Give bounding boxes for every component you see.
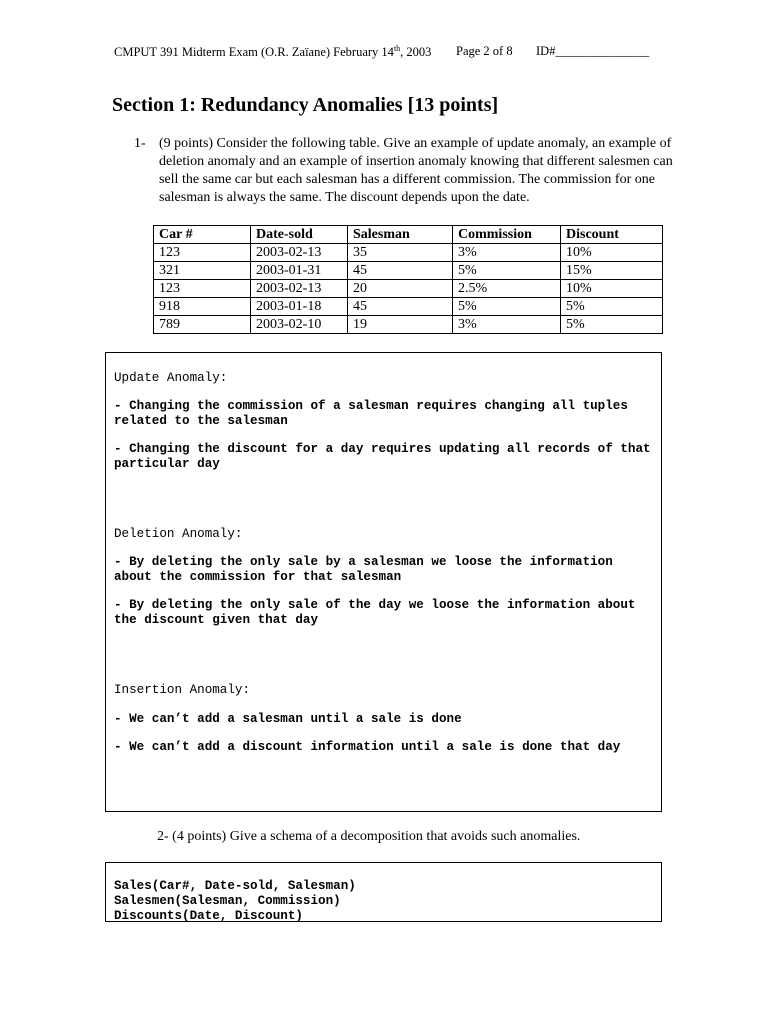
table-cell: 321	[154, 262, 251, 280]
table-cell: 5%	[453, 262, 561, 280]
header-page-number: Page 2 of 8	[456, 44, 513, 58]
insertion-anomaly-item: - We can’t add a salesman until a sale is done	[114, 712, 462, 726]
table-cell: 918	[154, 298, 251, 316]
schema-line: Sales(Car#, Date-sold, Salesman)	[114, 879, 356, 893]
table-cell: 5%	[453, 298, 561, 316]
table-cell: 2003-02-13	[251, 280, 348, 298]
answer-box-2	[105, 862, 662, 922]
table-cell: 2.5%	[453, 280, 561, 298]
table-cell: 123	[154, 244, 251, 262]
table-cell: 15%	[561, 262, 663, 280]
table-cell: 2003-02-10	[251, 316, 348, 334]
table-cell: 789	[154, 316, 251, 334]
column-header-car: Car #	[154, 226, 251, 244]
table-cell: 2003-02-13	[251, 244, 348, 262]
header-course: CMPUT 391 Midterm Exam (O.R. Zaïane) February 14th, 2003	[114, 44, 432, 60]
table-cell: 123	[154, 280, 251, 298]
table-row	[154, 298, 663, 316]
deletion-anomaly-item: - By deleting the only sale by a salesman we loose the information about the commission for that salesman	[114, 555, 613, 584]
table-cell: 2003-01-31	[251, 262, 348, 280]
insertion-anomaly-item: - We can’t add a discount information until a sale is done that day	[114, 740, 621, 754]
table-row	[154, 316, 663, 334]
table-cell: 2003-01-18	[251, 298, 348, 316]
schema-line: Salesmen(Salesman, Commission)	[114, 894, 341, 908]
header-date-suffix: th	[393, 44, 401, 53]
question-1-text: (9 points) Consider the following table. Give an example of update anomaly, an example of deletion anomaly and an example of insertion anomaly knowing that different salesmen can sell the same car but each salesman has a different commission. The commission for one salesman is always the same. The discount depends upon the date.	[159, 136, 673, 205]
table-cell: 10%	[561, 280, 663, 298]
header-id-field: ID#_______________	[536, 44, 650, 58]
deletion-anomaly-block	[114, 527, 654, 628]
answer-box-1	[105, 352, 662, 812]
schema-line: Discounts(Date, Discount)	[114, 909, 303, 923]
table-row	[154, 262, 663, 280]
question-2-text: 2- (4 points) Give a schema of a decomposition that avoids such anomalies.	[157, 829, 581, 844]
column-header-commission: Commission	[453, 226, 561, 244]
table-cell: 19	[348, 316, 453, 334]
table-row	[154, 280, 663, 298]
insertion-anomaly-label: Insertion Anomaly:	[114, 683, 251, 697]
question-1-number: 1-	[134, 136, 146, 151]
table-cell: 5%	[561, 298, 663, 316]
table-header-row	[154, 226, 663, 244]
update-anomaly-block	[114, 371, 654, 472]
table-cell: 20	[348, 280, 453, 298]
page-header	[114, 44, 674, 60]
insertion-anomaly-block	[114, 683, 654, 755]
table-cell: 3%	[453, 244, 561, 262]
section-title: Section 1: Redundancy Anomalies [13 points]	[112, 94, 499, 116]
table-cell: 5%	[561, 316, 663, 334]
question-1	[134, 135, 674, 207]
table-cell: 45	[348, 262, 453, 280]
deletion-anomaly-label: Deletion Anomaly:	[114, 527, 243, 541]
column-header-salesman: Salesman	[348, 226, 453, 244]
table-cell: 10%	[561, 244, 663, 262]
table-cell: 45	[348, 298, 453, 316]
column-header-date-sold: Date-sold	[251, 226, 348, 244]
update-anomaly-item: - Changing the discount for a day requires updating all records of that particular day	[114, 442, 651, 471]
table-cell: 3%	[453, 316, 561, 334]
update-anomaly-label: Update Anomaly:	[114, 371, 228, 385]
table-cell: 35	[348, 244, 453, 262]
sales-table	[153, 225, 663, 334]
update-anomaly-item: - Changing the commission of a salesman requires changing all tuples related to the salesman	[114, 399, 628, 428]
table-row	[154, 244, 663, 262]
column-header-discount: Discount	[561, 226, 663, 244]
deletion-anomaly-item: - By deleting the only sale of the day we loose the information about the discount given that day	[114, 598, 636, 627]
